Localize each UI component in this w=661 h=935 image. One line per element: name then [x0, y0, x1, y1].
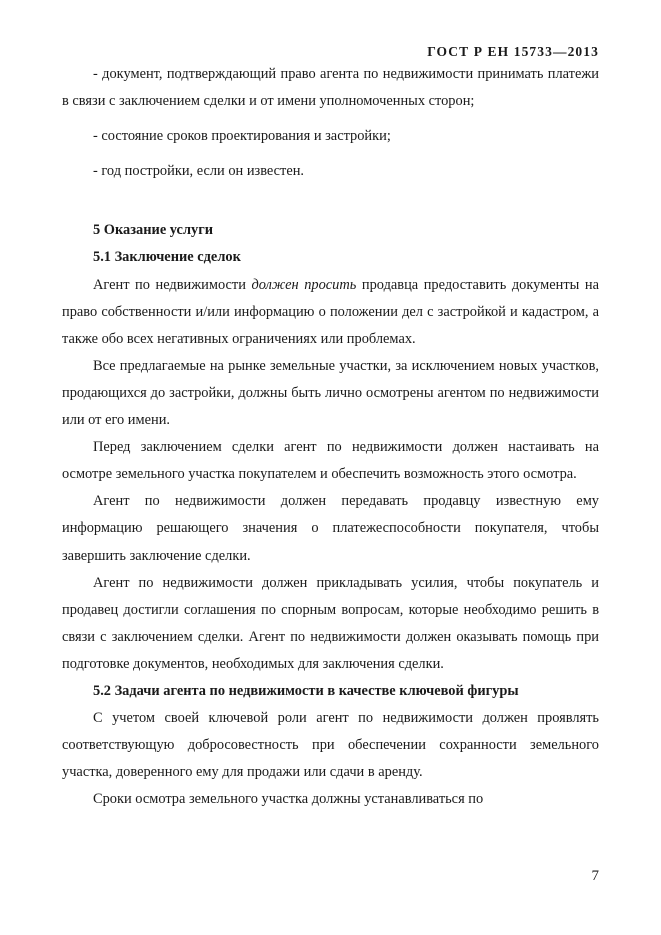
emphasis-must-request: должен просить: [251, 276, 357, 293]
section-5-1-paragraph-1: [62, 272, 599, 353]
section-5-heading: 5 Оказание услуги: [93, 222, 214, 239]
section-5-1-paragraph-2: Все предлагаемые на рынке земельные участки, за исключением новых участков, продающихся до застройки, должны быть лично осмотрены агентом по недвижимости или от его имени.: [62, 357, 599, 429]
section-5-2-heading: 5.2 Задачи агента по недвижимости в качестве ключевой фигуры: [93, 682, 519, 699]
section-5-1-heading: 5.1 Заключение сделок: [93, 249, 241, 266]
paragraph-text-start: Агент по недвижимости: [93, 276, 252, 293]
section-5-2-paragraph-2: Сроки осмотра земельного участка должны устанавливаться по: [93, 791, 484, 808]
intro-item-design-status: - состояние сроков проектирования и застройки;: [93, 128, 391, 145]
page-number: 7: [591, 868, 599, 884]
paragraph-text-end: продавца предоставить документы на право собственности и/или информацию о положении дел с застройкой и кадастром, а также обо всех негативных ограничениях или проблемах.: [62, 276, 599, 347]
section-5-2-paragraph-1: С учетом своей ключевой роли агент по недвижимости должен проявлять соответствующую добросовестность при обеспечении сохранности земельного участка, доверенного ему для продажи или сдачи в аренду.: [62, 710, 599, 781]
document-body: [62, 61, 599, 813]
intro-item-agent-authority: - документ, подтверждающий право агента по недвижимости принимать платежи в связи с заключением сделки и от имени уполномоченных сторон;: [62, 66, 599, 110]
intro-item-construction-year: - год постройки, если он известен.: [93, 163, 305, 180]
section-5-1-paragraph-3: Перед заключением сделки агент по недвижимости должен настаивать на осмотре земельного участка покупателем и обеспечить возможность этого осмотра.: [62, 439, 599, 483]
document-standard-code: ГОСТ Р ЕН 15733—2013: [427, 44, 599, 59]
section-5-1-paragraph-4: Агент по недвижимости должен передавать продавцу известную ему информацию решающего значения о платежеспособности покупателя, чтобы завершить заключение сделки.: [62, 493, 599, 564]
section-5-1-paragraph-5: Агент по недвижимости должен прикладывать усилия, чтобы покупатель и продавец достигли соглашения по спорным вопросам, которые необходимо решить в связи с заключением сделки. Агент по недвижимости должен оказывать помощь при подготовке документов, необходимых для заключения сделки.: [62, 574, 599, 672]
